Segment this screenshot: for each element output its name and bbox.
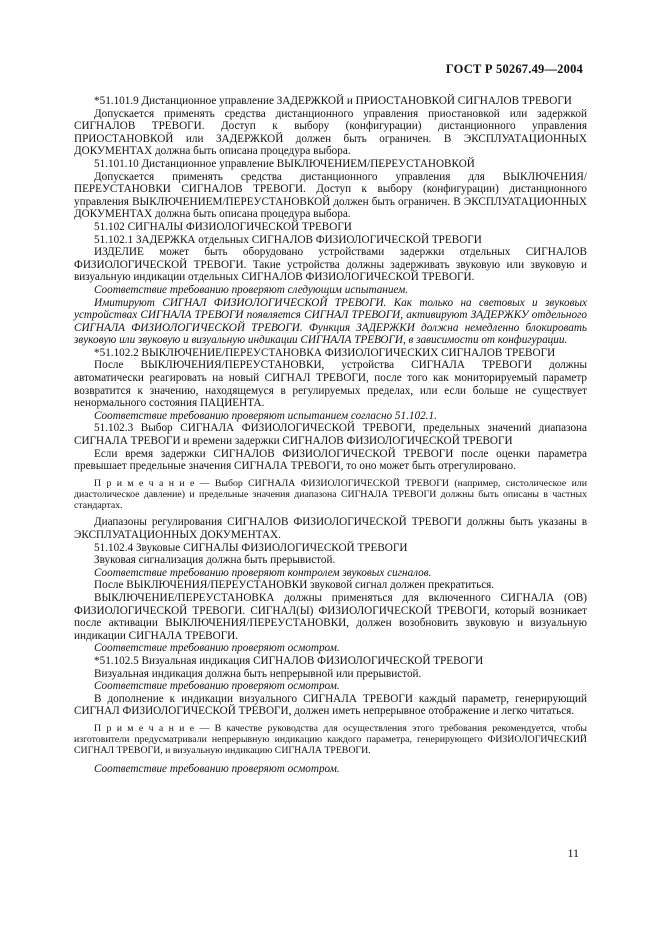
paragraph: Диапазоны регулирования СИГНАЛОВ ФИЗИОЛОГИЧЕСКОЙ ТРЕВОГИ должны быть указаны в ЭКСПЛУАТАЦИОННЫХ ДОКУМЕНТАХ. [74, 516, 587, 542]
note: П р и м е ч а н и е — В качестве руководства для осуществления этого требования рекомендуется, чтобы изготовители предусматривали непрерывную индикацию каждого параметра, генерирующего ФИЗИОЛОГИЧЕСКИЙ СИГНАЛ ТРЕВОГИ, и визуальную индикацию СИГНАЛА ТРЕВОГИ. [74, 722, 587, 757]
paragraph: Визуальная индикация должна быть непрерывной или прерывистой. [94, 667, 422, 680]
clause-heading: *51.102.2 ВЫКЛЮЧЕНИЕ/ПЕРЕУСТАНОВКА ФИЗИОЛОГИЧЕСКИХ СИГНАЛОВ ТРЕВОГИ [94, 346, 556, 359]
clause-heading: 51.102.4 Звуковые СИГНАЛЫ ФИЗИОЛОГИЧЕСКОЙ ТРЕВОГИ [94, 541, 408, 554]
paragraph: После ВЫКЛЮЧЕНИЯ/ПЕРЕУСТАНОВКИ, устройства СИГНАЛА ТРЕВОГИ должны автоматически реагировать на новый СИГНАЛ ТРЕВОГИ, после того как мониторируемый параметр возвратится к значению, находящемуся в регулируемых пределах, или если больше не существует ненормального состояния ПАЦИЕНТА. [74, 359, 587, 410]
paragraph: ВЫКЛЮЧЕНИЕ/ПЕРЕУСТАНОВКА должны применяться для включенного СИГНАЛА (ОВ) ФИЗИОЛОГИЧЕСКОЙ ТРЕВОГИ. СИГНАЛ(Ы) ФИЗИОЛОГИЧЕСКОЙ ТРЕВОГИ, который возникает после активации ВЫКЛЮЧЕНИЯ/ПЕРЕУСТАНОВКИ, должен возобновить звуковую и визуальную индикации СИГНАЛА ТРЕВОГИ. [74, 591, 587, 642]
clause-heading: *51.101.9 Дистанционное управление ЗАДЕРЖКОЙ и ПРИОСТАНОВКОЙ СИГНАЛОВ ТРЕВОГИ [94, 95, 572, 107]
paragraph: В дополнение к индикации визуального СИГНАЛА ТРЕВОГИ каждый параметр, генерирующий СИГНАЛ ФИЗИОЛОГИЧЕСКОЙ ТРЕВОГИ, должен иметь непрерывное отображение и легко читаться. [74, 692, 587, 718]
page-number: 11 [567, 846, 579, 860]
clause-heading: 51.102.3 Выбор СИГНАЛА ФИЗИОЛОГИЧЕСКОЙ ТРЕВОГИ, предельных значений диапазона СИГНАЛА ТРЕВОГИ и времени задержки СИГНАЛОВ ФИЗИОЛОГИЧЕСКОЙ ТРЕВОГИ [74, 422, 587, 448]
paragraph: После ВЫКЛЮЧЕНИЯ/ПЕРЕУСТАНОВКИ звуковой сигнал должен прекратиться. [94, 579, 495, 592]
note: П р и м е ч а н и е — Выбор СИГНАЛА ФИЗИОЛОГИЧЕСКОЙ ТРЕВОГИ (например, систолическое или диастолическое давление) и предельные значения диапазона СИГНАЛА ТРЕВОГИ должны быть описаны в частных стандартах. [74, 477, 587, 512]
paragraph: Звуковая сигнализация должна быть прерывистой. [94, 554, 336, 567]
paragraph: ИЗДЕЛИЕ может быть оборудовано устройствами задержки отдельных СИГНАЛОВ ФИЗИОЛОГИЧЕСКОЙ ТРЕВОГИ. Такие устройства должны задерживать звуковую или звуковую и визуальную индикации отдельных СИГНАЛОВ ФИЗИОЛОГИЧЕСКОЙ ТРЕВОГИ. [74, 246, 587, 284]
section-heading: 51.102 СИГНАЛЫ ФИЗИОЛОГИЧЕСКОЙ ТРЕВОГИ [94, 220, 352, 233]
test-procedure: Имитируют СИГНАЛ ФИЗИОЛОГИЧЕСКОЙ ТРЕВОГИ. Как только на световых и звуковых устройствах СИГНАЛА ТРЕВОГИ появляется СИГНАЛ ТРЕВОГИ, активируют ЗАДЕРЖКУ отдельного СИГНАЛА ФИЗИОЛОГИЧЕСКОЙ ТРЕВОГИ. Функция ЗАДЕРЖКИ должна немедленно блокировать звуковую или звуковую и визуальную индикации СИГНАЛА ТРЕВОГИ, в зависимости от конфигурации. [74, 296, 587, 347]
clause-heading: 51.102.1 ЗАДЕРЖКА отдельных СИГНАЛОВ ФИЗИОЛОГИЧЕСКОЙ ТРЕВОГИ [94, 233, 482, 246]
document-header: ГОСТ Р 50267.49—2004 [445, 62, 583, 76]
compliance-text: Соответствие требованию проверяют следующим испытанием. [94, 283, 409, 296]
compliance-text: Соответствие требованию проверяют осмотром. [94, 642, 340, 655]
document-body [74, 95, 587, 775]
clause-heading: 51.101.10 Дистанционное управление ВЫКЛЮЧЕНИЕМ/ПЕРЕУСТАНОВКОЙ [94, 157, 475, 170]
compliance-text: Соответствие требованию проверяют контролем звуковых сигналов. [94, 566, 432, 579]
compliance-text: Соответствие требованию проверяют осмотром. [94, 762, 340, 775]
paragraph: Если время задержки СИГНАЛОВ ФИЗИОЛОГИЧЕСКОЙ ТРЕВОГИ после оценки параметра превышает предельные значения СИГНАЛА ТРЕВОГИ, то оно может быть отрегулировано. [74, 447, 587, 473]
compliance-text: Соответствие требованию проверяют испытанием согласно 51.102.1. [94, 409, 437, 422]
paragraph: Допускается применять средства дистанционного управления приостановкой или задержкой СИГНАЛОВ ТРЕВОГИ. Доступ к выбору (конфигурации) дистанционного управления ПРИОСТАНОВКОЙ или ЗАДЕРЖКОЙ должен быть ограничен. В ЭКСПЛУАТАЦИОННЫХ ДОКУМЕНТАХ должна быть описана процедура выбора. [74, 107, 587, 158]
clause-heading: *51.102.5 Визуальная индикация СИГНАЛОВ ФИЗИОЛОГИЧЕСКОЙ ТРЕВОГИ [94, 654, 484, 667]
paragraph: Допускается применять средства дистанционного управления для ВЫКЛЮЧЕНИЯ/ПЕРЕУСТАНОВКИ СИГНАЛОВ ТРЕВОГИ. Доступ к выбору (конфигурации) дистанционного управления ВЫКЛЮЧЕНИЕМ/ПЕРЕУСТАНОВКОЙ должен быть ограничен. В ЭКСПЛУАТАЦИОННЫХ ДОКУМЕНТАХ должна быть описана процедура выбора. [74, 170, 587, 221]
compliance-text: Соответствие требованию проверяют осмотром. [94, 680, 340, 693]
